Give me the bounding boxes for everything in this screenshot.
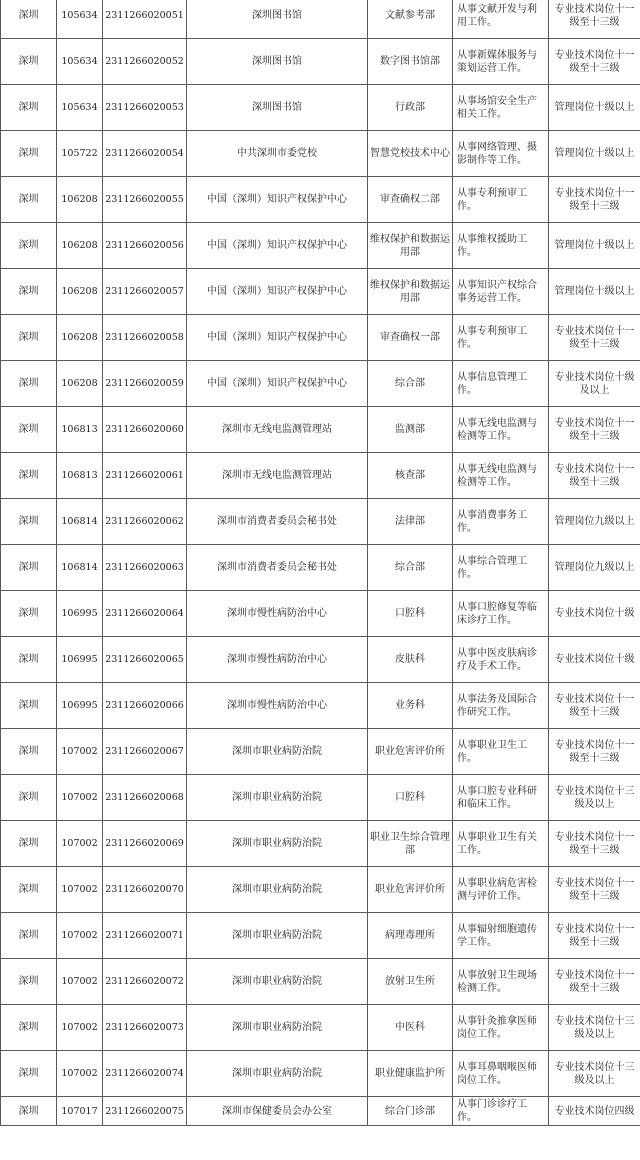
- cell-unit-name: 深圳市无线电监测管理站: [187, 453, 368, 499]
- cell-unit-name: 深圳图书馆: [187, 39, 368, 85]
- cell-job-description: 从事口腔修复等临床诊疗工作。: [453, 591, 549, 637]
- cell-department: 智慧党校技术中心: [368, 131, 453, 177]
- cell-post-code: 2311266020062: [103, 499, 187, 545]
- cell-post-code: 2311266020054: [103, 131, 187, 177]
- cell-post-code: 2311266020074: [103, 1051, 187, 1097]
- cell-job-description: 从事耳鼻咽喉医师岗位工作。: [453, 1051, 549, 1097]
- table-row: [1, 729, 640, 775]
- cell-city: 深圳: [1, 269, 57, 315]
- cell-post-level: 专业技术岗位十一级至十三级: [549, 39, 640, 85]
- cell-post-code: 2311266020063: [103, 545, 187, 591]
- cell-post-level: 管理岗位九级以上: [549, 545, 640, 591]
- cell-unit-name: 深圳市保健委员会办公室: [187, 1097, 368, 1126]
- cell-post-code: 2311266020065: [103, 637, 187, 683]
- cell-job-description: 从事综合管理工作。: [453, 545, 549, 591]
- cell-job-description: 从事口腔专业科研和临床工作。: [453, 775, 549, 821]
- cell-job-description: 从事针灸推拿医师岗位工作。: [453, 1005, 549, 1051]
- cell-job-description: 从事职业卫生有关工作。: [453, 821, 549, 867]
- cell-post-code: 2311266020059: [103, 361, 187, 407]
- cell-post-code: 2311266020056: [103, 223, 187, 269]
- table-row: [1, 683, 640, 729]
- cell-post-level: 管理岗位十级以上: [549, 269, 640, 315]
- table-row: [1, 591, 640, 637]
- cell-unit-name: 中国（深圳）知识产权保护中心: [187, 361, 368, 407]
- cell-city: 深圳: [1, 499, 57, 545]
- cell-unit-code: 106208: [57, 223, 103, 269]
- cell-unit-name: 深圳市无线电监测管理站: [187, 407, 368, 453]
- cell-city: 深圳: [1, 683, 57, 729]
- cell-job-description: 从事中医皮肤病诊疗及手术工作。: [453, 637, 549, 683]
- cell-job-description: 从事文献开发与利用工作。: [453, 0, 549, 39]
- cell-department: 皮肤科: [368, 637, 453, 683]
- cell-unit-code: 106995: [57, 683, 103, 729]
- cell-unit-name: 深圳市慢性病防治中心: [187, 637, 368, 683]
- cell-unit-code: 106208: [57, 269, 103, 315]
- cell-department: 病理毒理所: [368, 913, 453, 959]
- cell-city: 深圳: [1, 637, 57, 683]
- cell-city: 深圳: [1, 177, 57, 223]
- table-body: [1, 0, 640, 1126]
- cell-unit-name: 中国（深圳）知识产权保护中心: [187, 315, 368, 361]
- cell-unit-code: 107017: [57, 1097, 103, 1126]
- cell-post-code: 2311266020068: [103, 775, 187, 821]
- cell-unit-code: 105634: [57, 0, 103, 39]
- cell-department: 职业卫生综合管理部: [368, 821, 453, 867]
- cell-job-description: 从事放射卫生现场检测工作。: [453, 959, 549, 1005]
- cell-city: 深圳: [1, 315, 57, 361]
- cell-unit-name: 中国（深圳）知识产权保护中心: [187, 177, 368, 223]
- cell-city: 深圳: [1, 407, 57, 453]
- cell-post-code: 2311266020052: [103, 39, 187, 85]
- cell-city: 深圳: [1, 729, 57, 775]
- table-row: [1, 223, 640, 269]
- cell-post-level: 专业技术岗位十一级至十三级: [549, 867, 640, 913]
- cell-post-code: 2311266020061: [103, 453, 187, 499]
- cell-unit-code: 107002: [57, 821, 103, 867]
- cell-job-description: 从事无线电监测与检测等工作。: [453, 407, 549, 453]
- cell-unit-name: 中国（深圳）知识产权保护中心: [187, 223, 368, 269]
- table-row: [1, 0, 640, 39]
- cell-unit-code: 107002: [57, 1005, 103, 1051]
- table-row: [1, 1051, 640, 1097]
- table-row: [1, 959, 640, 1005]
- cell-department: 维权保护和数据运用部: [368, 223, 453, 269]
- cell-job-description: 从事维权援助工作。: [453, 223, 549, 269]
- cell-unit-code: 107002: [57, 729, 103, 775]
- cell-post-level: 专业技术岗位十级及以上: [549, 361, 640, 407]
- table-row: [1, 177, 640, 223]
- cell-unit-code: 106814: [57, 499, 103, 545]
- cell-job-description: 从事信息管理工作。: [453, 361, 549, 407]
- cell-unit-name: 深圳市职业病防治院: [187, 729, 368, 775]
- cell-job-description: 从事职业卫生工作。: [453, 729, 549, 775]
- cell-job-description: 从事知识产权综合事务运营工作。: [453, 269, 549, 315]
- cell-department: 监测部: [368, 407, 453, 453]
- cell-post-code: 2311266020057: [103, 269, 187, 315]
- cell-city: 深圳: [1, 821, 57, 867]
- cell-job-description: 从事场馆安全生产相关工作。: [453, 85, 549, 131]
- cell-post-code: 2311266020060: [103, 407, 187, 453]
- cell-post-code: 2311266020055: [103, 177, 187, 223]
- cell-unit-name: 深圳市职业病防治院: [187, 1005, 368, 1051]
- cell-department: 审查确权一部: [368, 315, 453, 361]
- cell-post-level: 管理岗位十级以上: [549, 131, 640, 177]
- table-row: [1, 821, 640, 867]
- cell-post-level: 专业技术岗位十级: [549, 637, 640, 683]
- cell-unit-code: 106813: [57, 453, 103, 499]
- cell-post-code: 2311266020070: [103, 867, 187, 913]
- cell-unit-name: 深圳图书馆: [187, 85, 368, 131]
- cell-city: 深圳: [1, 591, 57, 637]
- cell-unit-name: 深圳市消费者委员会秘书处: [187, 545, 368, 591]
- cell-department: 综合门诊部: [368, 1097, 453, 1126]
- cell-department: 口腔科: [368, 591, 453, 637]
- cell-post-level: 专业技术岗位十一级至十三级: [549, 913, 640, 959]
- cell-unit-name: 深圳市慢性病防治中心: [187, 683, 368, 729]
- cell-unit-name: 深圳市职业病防治院: [187, 775, 368, 821]
- cell-city: 深圳: [1, 913, 57, 959]
- cell-city: 深圳: [1, 453, 57, 499]
- cell-post-code: 2311266020058: [103, 315, 187, 361]
- cell-unit-code: 106208: [57, 315, 103, 361]
- cell-post-level: 专业技术岗位十一级至十三级: [549, 959, 640, 1005]
- table-row: [1, 1005, 640, 1051]
- cell-unit-name: 深圳市消费者委员会秘书处: [187, 499, 368, 545]
- cell-post-level: 专业技术岗位十一级至十三级: [549, 407, 640, 453]
- cell-city: 深圳: [1, 959, 57, 1005]
- cell-city: 深圳: [1, 361, 57, 407]
- cell-unit-code: 106995: [57, 591, 103, 637]
- cell-unit-name: 深圳图书馆: [187, 0, 368, 39]
- cell-department: 业务科: [368, 683, 453, 729]
- cell-city: 深圳: [1, 545, 57, 591]
- cell-department: 数字图书馆部: [368, 39, 453, 85]
- cell-job-description: 从事专利预审工作。: [453, 315, 549, 361]
- cell-department: 综合部: [368, 545, 453, 591]
- cell-post-code: 2311266020066: [103, 683, 187, 729]
- table-row: [1, 867, 640, 913]
- cell-post-level: 专业技术岗位十级: [549, 591, 640, 637]
- cell-unit-code: 105722: [57, 131, 103, 177]
- cell-department: 核查部: [368, 453, 453, 499]
- cell-post-code: 2311266020053: [103, 85, 187, 131]
- cell-post-code: 2311266020071: [103, 913, 187, 959]
- cell-department: 职业危害评价所: [368, 729, 453, 775]
- cell-job-description: 从事门诊诊疗工作。: [453, 1097, 549, 1126]
- cell-unit-code: 106814: [57, 545, 103, 591]
- cell-job-description: 从事无线电监测与检测等工作。: [453, 453, 549, 499]
- cell-job-description: 从事网络管理、摄影制作等工作。: [453, 131, 549, 177]
- cell-city: 深圳: [1, 85, 57, 131]
- cell-unit-name: 中国（深圳）知识产权保护中心: [187, 269, 368, 315]
- cell-job-description: 从事消费事务工作。: [453, 499, 549, 545]
- cell-post-level: 专业技术岗位十一级至十三级: [549, 683, 640, 729]
- cell-job-description: 从事专利预审工作。: [453, 177, 549, 223]
- table-row: [1, 453, 640, 499]
- cell-post-level: 专业技术岗位十三级及以上: [549, 1005, 640, 1051]
- cell-unit-name: 深圳市职业病防治院: [187, 867, 368, 913]
- cell-post-level: 专业技术岗位十一级至十三级: [549, 821, 640, 867]
- cell-post-level: 专业技术岗位四级: [549, 1097, 640, 1126]
- table-row: [1, 775, 640, 821]
- cell-post-level: 管理岗位十级以上: [549, 223, 640, 269]
- cell-post-code: 2311266020069: [103, 821, 187, 867]
- cell-department: 行政部: [368, 85, 453, 131]
- cell-department: 法律部: [368, 499, 453, 545]
- cell-job-description: 从事辐射细胞遗传学工作。: [453, 913, 549, 959]
- cell-unit-code: 107002: [57, 1051, 103, 1097]
- table-row: [1, 637, 640, 683]
- cell-department: 职业健康监护所: [368, 1051, 453, 1097]
- cell-city: 深圳: [1, 131, 57, 177]
- cell-unit-name: 深圳市职业病防治院: [187, 913, 368, 959]
- table-row: [1, 269, 640, 315]
- cell-unit-code: 106208: [57, 177, 103, 223]
- cell-department: 文献参考部: [368, 0, 453, 39]
- cell-post-level: 专业技术岗位十一级至十三级: [549, 0, 640, 39]
- cell-post-level: 专业技术岗位十三级及以上: [549, 1051, 640, 1097]
- cell-city: 深圳: [1, 0, 57, 39]
- cell-post-level: 专业技术岗位十一级至十三级: [549, 729, 640, 775]
- cell-unit-code: 107002: [57, 867, 103, 913]
- table-row: [1, 407, 640, 453]
- cell-department: 审查确权二部: [368, 177, 453, 223]
- table-row: [1, 913, 640, 959]
- cell-post-code: 2311266020067: [103, 729, 187, 775]
- table-row: [1, 1097, 640, 1126]
- cell-unit-code: 105634: [57, 85, 103, 131]
- table-row: [1, 131, 640, 177]
- cell-department: 综合部: [368, 361, 453, 407]
- cell-city: 深圳: [1, 1005, 57, 1051]
- cell-post-level: 专业技术岗位十一级至十三级: [549, 453, 640, 499]
- cell-city: 深圳: [1, 39, 57, 85]
- cell-post-level: 专业技术岗位十三级及以上: [549, 775, 640, 821]
- cell-job-description: 从事新媒体服务与策划运营工作。: [453, 39, 549, 85]
- cell-department: 职业危害评价所: [368, 867, 453, 913]
- table-row: [1, 85, 640, 131]
- cell-department: 口腔科: [368, 775, 453, 821]
- cell-post-code: 2311266020064: [103, 591, 187, 637]
- cell-unit-name: 深圳市职业病防治院: [187, 821, 368, 867]
- cell-post-level: 专业技术岗位十一级至十三级: [549, 177, 640, 223]
- table-row: [1, 545, 640, 591]
- cell-post-level: 专业技术岗位十一级至十三级: [549, 315, 640, 361]
- cell-unit-code: 106813: [57, 407, 103, 453]
- cell-unit-code: 106995: [57, 637, 103, 683]
- cell-unit-code: 107002: [57, 913, 103, 959]
- cell-unit-code: 107002: [57, 775, 103, 821]
- table-row: [1, 39, 640, 85]
- table-row: [1, 499, 640, 545]
- cell-post-code: 2311266020051: [103, 0, 187, 39]
- cell-department: 维权保护和数据运用部: [368, 269, 453, 315]
- cell-unit-code: 107002: [57, 959, 103, 1005]
- table-row: [1, 315, 640, 361]
- cell-city: 深圳: [1, 775, 57, 821]
- cell-city: 深圳: [1, 867, 57, 913]
- cell-post-level: 管理岗位十级以上: [549, 85, 640, 131]
- cell-department: 放射卫生所: [368, 959, 453, 1005]
- cell-unit-name: 深圳市职业病防治院: [187, 1051, 368, 1097]
- cell-unit-name: 深圳市职业病防治院: [187, 959, 368, 1005]
- cell-unit-name: 中共深圳市委党校: [187, 131, 368, 177]
- cell-post-level: 管理岗位九级以上: [549, 499, 640, 545]
- cell-city: 深圳: [1, 1051, 57, 1097]
- cell-post-code: 2311266020075: [103, 1097, 187, 1126]
- cell-unit-code: 106208: [57, 361, 103, 407]
- cell-job-description: 从事法务及国际合作研究工作。: [453, 683, 549, 729]
- cell-unit-name: 深圳市慢性病防治中心: [187, 591, 368, 637]
- table-row: [1, 361, 640, 407]
- cell-city: 深圳: [1, 223, 57, 269]
- cell-city: 深圳: [1, 1097, 57, 1126]
- cell-post-code: 2311266020072: [103, 959, 187, 1005]
- cell-unit-code: 105634: [57, 39, 103, 85]
- cell-job-description: 从事职业病危害检测与评价工作。: [453, 867, 549, 913]
- cell-post-code: 2311266020073: [103, 1005, 187, 1051]
- cell-department: 中医科: [368, 1005, 453, 1051]
